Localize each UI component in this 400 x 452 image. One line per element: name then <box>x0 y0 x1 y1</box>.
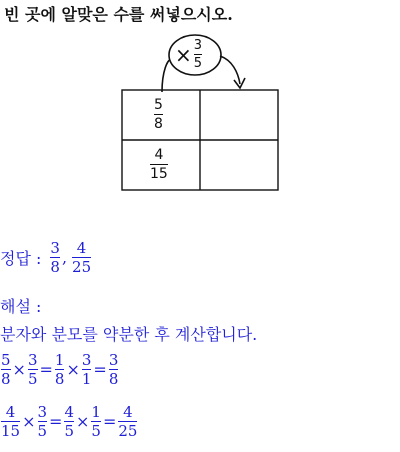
arrow-end-curve <box>220 56 240 84</box>
equals-sign: = <box>93 360 107 379</box>
numerator: 3 <box>27 351 38 369</box>
multiply-sign: × <box>22 412 36 431</box>
fraction <box>0 352 12 387</box>
multiply-sign: × <box>66 360 80 379</box>
fraction <box>27 352 39 387</box>
numerator: 5 <box>1 351 11 369</box>
answer-line <box>0 240 92 275</box>
numerator: 4 <box>64 403 74 421</box>
denominator: 25 <box>118 422 138 440</box>
fraction <box>117 404 138 439</box>
numerator: 3 <box>81 351 92 369</box>
denominator: 5 <box>37 422 48 440</box>
input-cell-2: 4 15 <box>150 147 168 182</box>
answer-blank-1[interactable] <box>205 100 275 140</box>
denominator: 8 <box>1 370 11 388</box>
numerator: 1 <box>54 351 65 369</box>
denominator: 1 <box>81 370 92 388</box>
answer-separator: , <box>61 248 68 267</box>
fraction <box>81 352 93 387</box>
denominator: 5 <box>91 422 101 440</box>
fraction <box>108 352 120 387</box>
explanation-text: 분자와 분모를 약분한 후 계산합니다. <box>0 325 258 344</box>
multiply-sign: × <box>76 412 90 431</box>
answer-fraction-2: $\frac{4}{25}$ <box>72 239 92 276</box>
answer-label: 정답 : <box>0 249 42 268</box>
operator-fraction: $\frac{3}{5}$ <box>193 38 203 71</box>
fraction <box>63 404 75 439</box>
operator-label <box>175 38 202 71</box>
arrow-start-curve <box>162 60 170 92</box>
equals-sign: = <box>102 412 117 431</box>
numerator: 3 <box>108 351 119 369</box>
denominator: 8 <box>54 370 65 388</box>
multiply-symbol: × <box>175 42 192 67</box>
equation-line-1 <box>0 352 119 387</box>
fraction <box>0 404 21 439</box>
multiply-sign: × <box>12 360 26 379</box>
equals-sign: = <box>39 360 53 379</box>
denominator: 8 <box>108 370 119 388</box>
fraction <box>37 404 49 439</box>
answer-blank-2[interactable] <box>205 150 275 190</box>
answer-fraction-1: $\frac{3}{8}$ <box>50 239 60 276</box>
numerator: 1 <box>91 403 101 421</box>
denominator: 15 <box>1 422 21 440</box>
input-cell-1: 5 8 <box>154 97 163 132</box>
equation-line-2 <box>0 404 138 439</box>
denominator: 5 <box>64 422 74 440</box>
numerator: 4 <box>5 403 16 421</box>
explanation-label: 해설 : <box>0 297 42 316</box>
numerator: 4 <box>123 403 133 421</box>
question-text: 빈 곳에 알맞은 수를 써넣으시오. <box>4 5 233 24</box>
equals-sign: = <box>49 412 63 431</box>
fraction <box>90 404 102 439</box>
fraction <box>54 352 66 387</box>
denominator: 5 <box>27 370 38 388</box>
numerator: 3 <box>37 403 48 421</box>
